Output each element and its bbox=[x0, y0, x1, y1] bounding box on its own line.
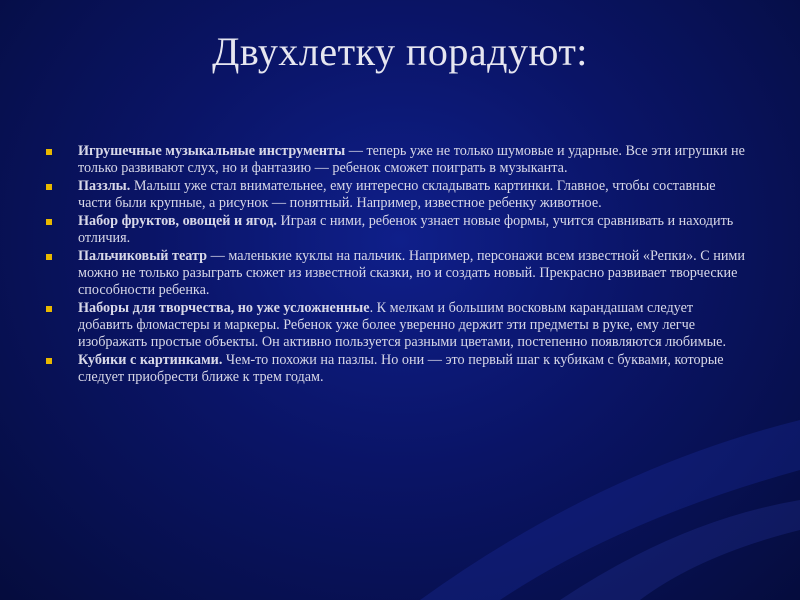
item-text: Чем-то похожи на пазлы. Но они — это первый шаг к кубикам с буквами, которые следует приобрести ближе к трем годам. bbox=[78, 352, 724, 385]
item-lead: Пальчиковый театр bbox=[78, 248, 208, 264]
item-lead: Игрушечные музыкальные инструменты bbox=[78, 143, 346, 159]
item-lead: Кубики с картинками. bbox=[78, 352, 223, 368]
list-item-creativity-sets bbox=[46, 300, 746, 351]
slide-title: Двухлетку порадуют: bbox=[212, 29, 588, 74]
item-text: — теперь уже не только шумовые и ударные. Все эти игрушки не только развивают слух, но и фантазию — ребенок сможет поиграть в музыканта. bbox=[78, 143, 745, 176]
item-text: Играя с ними, ребенок узнает новые формы, учится сравнивать и находить отличия. bbox=[78, 213, 734, 246]
list-item-finger-theater bbox=[46, 248, 746, 299]
square-bullet-icon bbox=[46, 184, 52, 190]
item-text: — маленькие куклы на пальчик. Например, персонажи всем известной «Репки». С ними можно не только разыграть сюжет из известной сказки, но и создать новый. Прекрасно развивает творческие способности ребенка. bbox=[78, 248, 745, 298]
square-bullet-icon bbox=[46, 219, 52, 225]
list-item-picture-cubes bbox=[46, 352, 746, 386]
square-bullet-icon bbox=[46, 358, 52, 364]
item-lead: Набор фруктов, овощей и ягод. bbox=[78, 213, 277, 229]
item-text: Малыш уже стал внимательнее, ему интересно складывать картинки. Главное, чтобы составные части были крупные, а рисунок — понятный. Например, известное ребенку животное. bbox=[78, 178, 716, 211]
square-bullet-icon bbox=[46, 254, 52, 260]
bullet-list bbox=[46, 143, 746, 387]
item-lead: Наборы для творчества, но уже усложненные bbox=[78, 300, 370, 316]
list-item-puzzles bbox=[46, 178, 746, 212]
square-bullet-icon bbox=[46, 149, 52, 155]
item-text: . К мелкам и большим восковым карандашам следует добавить фломастеры и маркеры. Ребенок уже более уверенно держит эти предметы в руке, ему легче изображать простые объекты. Он активно пользуется разными цветами, постепенно появляются любимые. bbox=[78, 300, 726, 350]
list-item-fruit-set bbox=[46, 213, 746, 247]
list-item-musical-instruments bbox=[46, 143, 746, 177]
item-lead: Паззлы. bbox=[78, 178, 131, 194]
square-bullet-icon bbox=[46, 306, 52, 312]
